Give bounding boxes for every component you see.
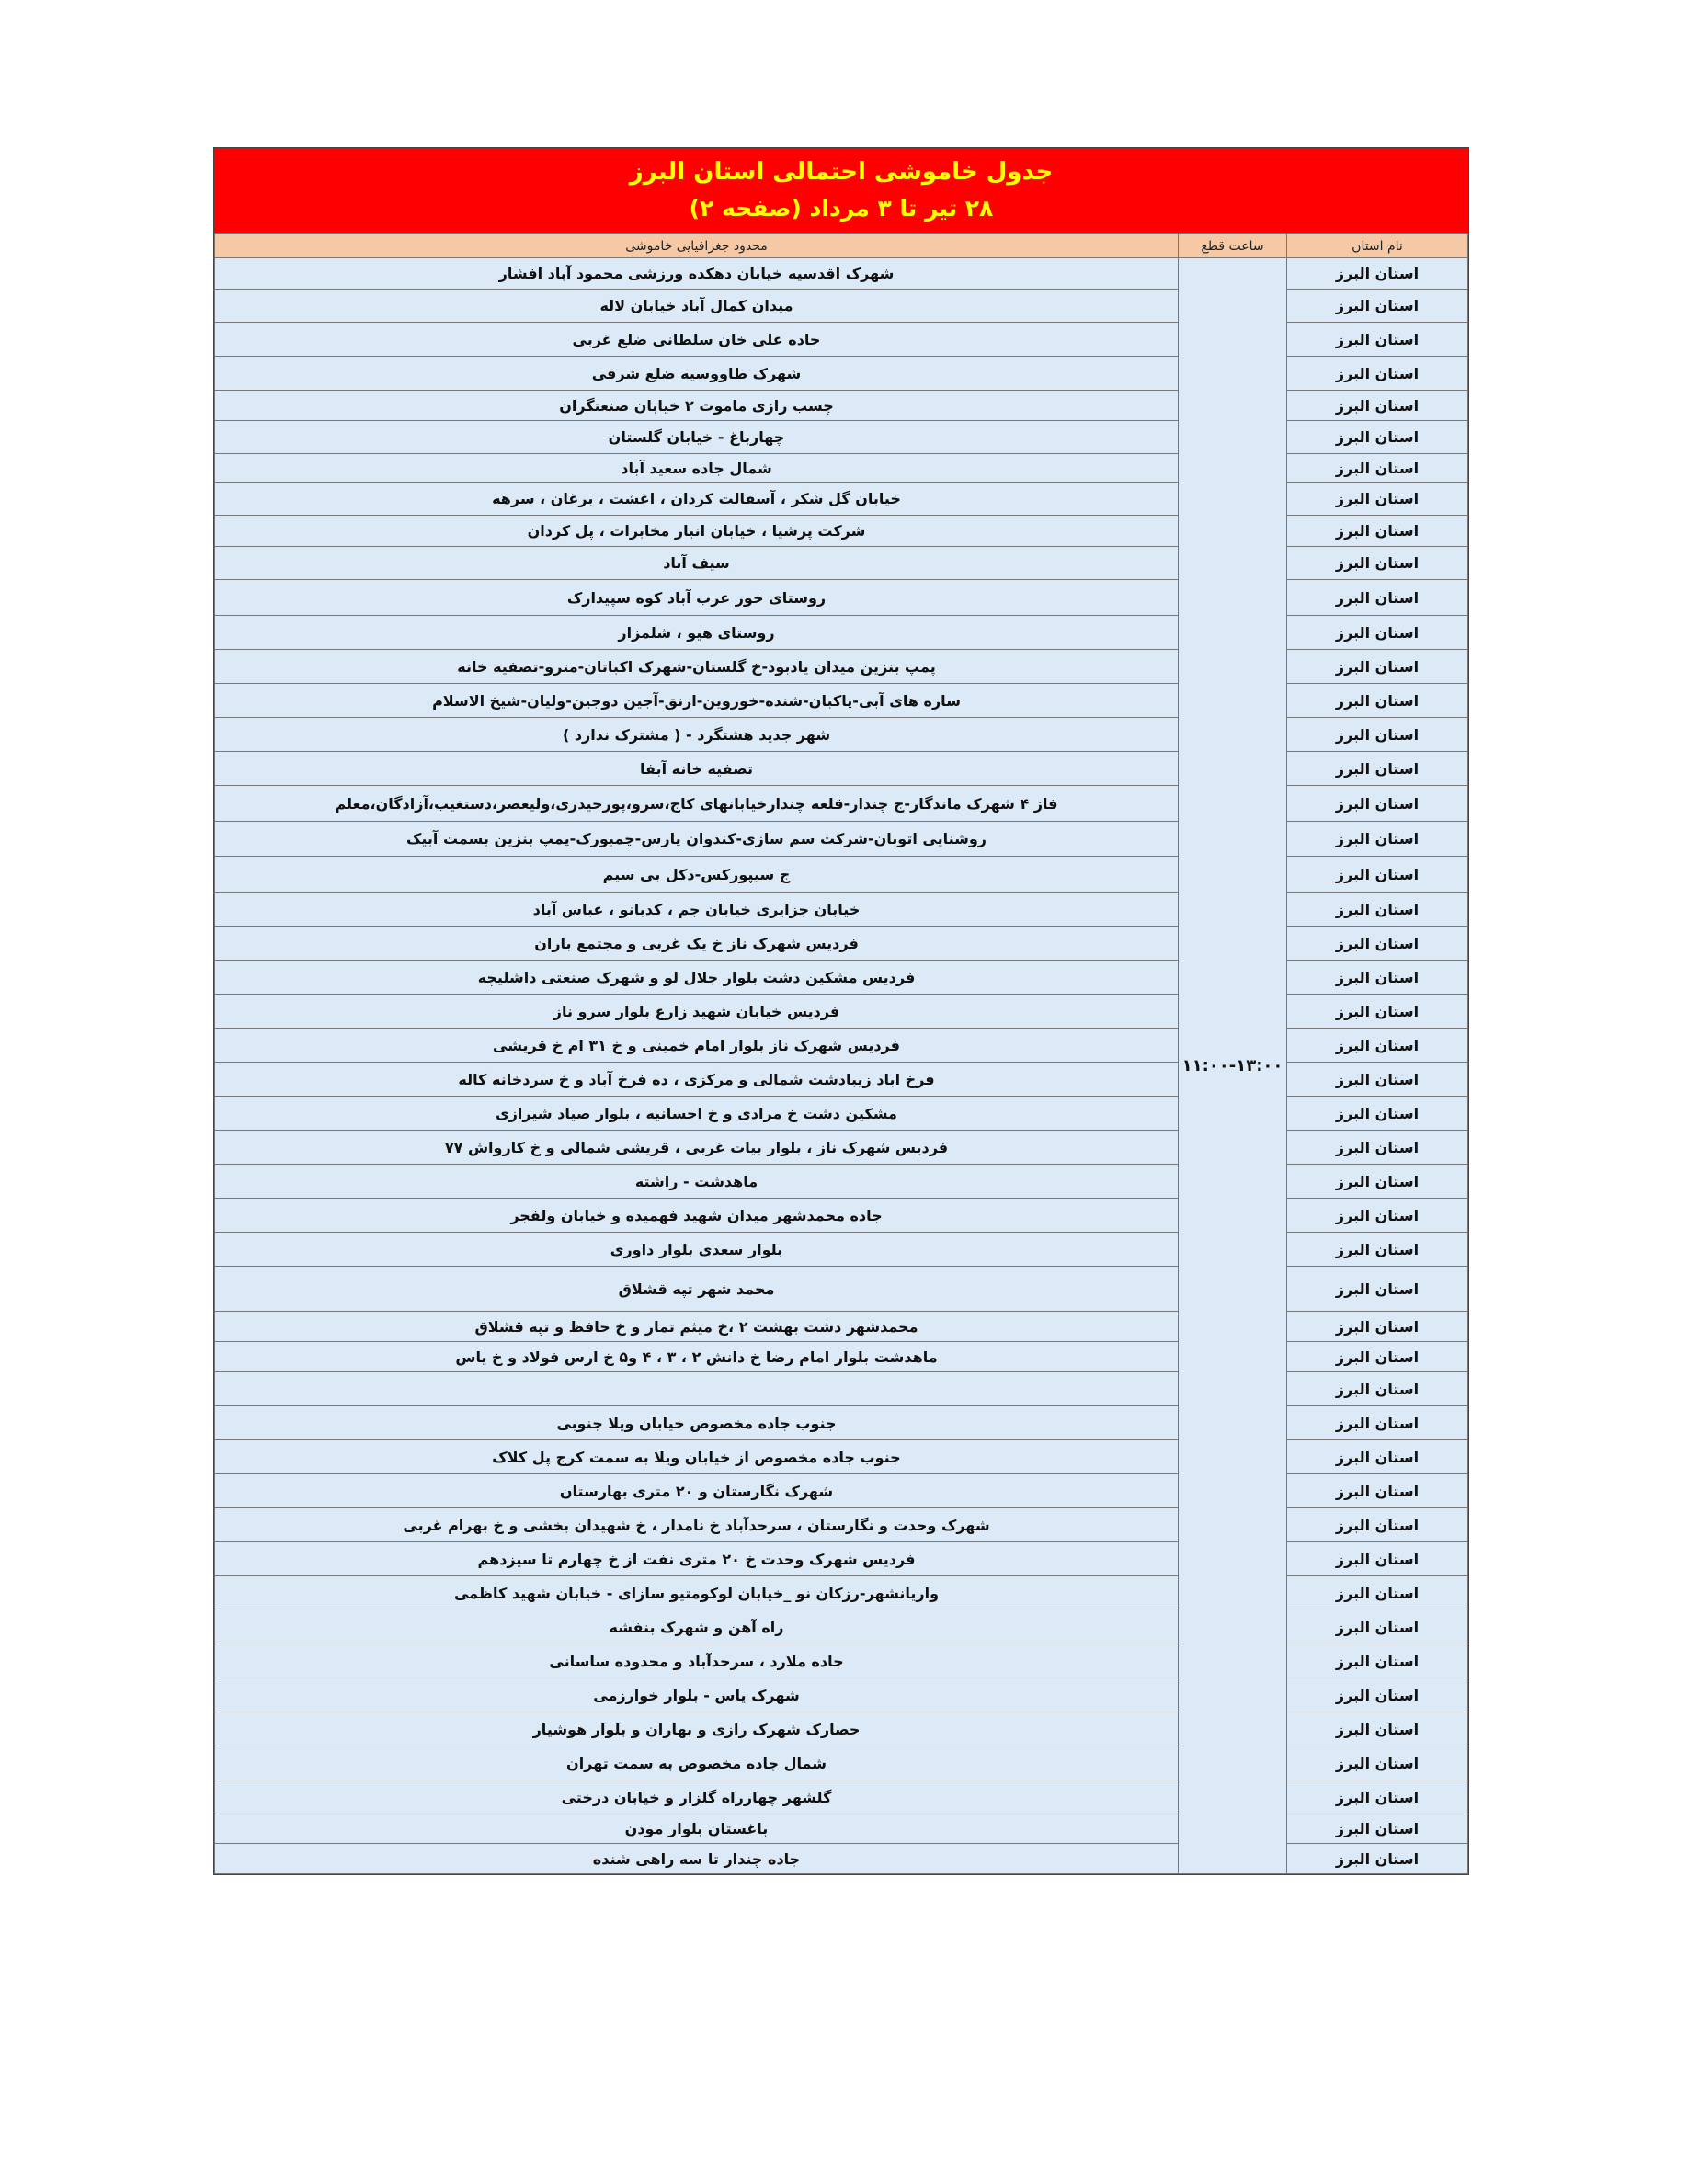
province-cell: استان البرز [1287,961,1468,995]
outage-table-sheet [213,147,1469,1875]
area-cell: ماهدشت - راشته [215,1165,1179,1199]
province-cell: استان البرز [1287,290,1468,323]
area-cell: شهر جدید هشتگرد - ( مشترک ندارد ) [215,718,1179,752]
area-cell: جاده چندار تا سه راهی شنده [215,1844,1179,1874]
area-cell: فرخ اباد زیبادشت شمالی و مرکزی ، ده فرخ آباد و خ سردخانه کاله [215,1063,1179,1097]
province-cell: استان البرز [1287,1199,1468,1233]
province-cell: استان البرز [1287,323,1468,357]
province-cell: استان البرز [1287,357,1468,391]
outage-time-cell: ۱۱:۰۰-۱۳:۰۰ [1179,258,1287,1874]
area-cell: روستای خور عرب آباد کوه سپیدارک [215,580,1179,616]
area-cell: شمال جاده مخصوص به سمت تهران [215,1746,1179,1780]
area-cell: شهرک طاووسیه ضلع شرقی [215,357,1179,391]
area-cell: خیابان گل شکر ، آسفالت کردان ، اغشت ، برغان ، سرهه [215,483,1179,516]
area-cell: راه آهن و شهرک بنفشه [215,1610,1179,1644]
area-cell: باغستان بلوار موذن [215,1814,1179,1844]
title-band [214,148,1468,233]
province-cell: استان البرز [1287,995,1468,1029]
province-cell: استان البرز [1287,857,1468,893]
table-title: جدول خاموشی احتمالی استان البرز [629,158,1054,186]
area-cell: سیف آباد [215,547,1179,580]
area-cell: فردیس شهرک ناز بلوار امام خمینی و خ ۳۱ ام خ قریشی [215,1029,1179,1063]
province-cell: استان البرز [1287,483,1468,516]
province-cell: استان البرز [1287,421,1468,454]
province-cell: استان البرز [1287,718,1468,752]
area-cell: فردیس مشکین دشت بلوار جلال لو و شهرک صنعتی داشلیچه [215,961,1179,995]
outage-table [214,233,1468,1874]
province-cell: استان البرز [1287,1312,1468,1342]
header-row [215,234,1468,258]
area-cell: فاز ۴ شهرک ماندگار-ج چندار-قلعه چندارخیابانهای کاج،سرو،پورحیدری،ولیعصر،دستغیب،آزادگان،معلم [215,786,1179,822]
area-cell: چهارباغ - خیابان گلستان [215,421,1179,454]
area-cell: ج سیپورکس-دکل بی سیم [215,857,1179,893]
province-cell: استان البرز [1287,1712,1468,1746]
province-cell: استان البرز [1287,1165,1468,1199]
province-cell: استان البرز [1287,752,1468,786]
province-cell: استان البرز [1287,1131,1468,1165]
province-cell: استان البرز [1287,1746,1468,1780]
area-cell: شهرک وحدت و نگارستان ، سرحدآباد خ نامدار ، خ شهیدان بخشی و خ بهرام غربی [215,1508,1179,1542]
province-cell: استان البرز [1287,1440,1468,1474]
area-cell: چسب رازی ماموت ۲ خیابان صنعتگران [215,391,1179,421]
province-cell: استان البرز [1287,580,1468,616]
province-cell: استان البرز [1287,1267,1468,1312]
header-area: محدود جغرافیایی خاموشی [215,234,1179,258]
province-cell: استان البرز [1287,258,1468,290]
province-cell: استان البرز [1287,1644,1468,1678]
area-cell: مشکین دشت خ مرادی و خ احسانیه ، بلوار صیاد شیرازی [215,1097,1179,1131]
area-cell: شهرک نگارستان و ۲۰ متری بهارستان [215,1474,1179,1508]
province-cell: استان البرز [1287,1029,1468,1063]
area-cell: میدان کمال آباد خیابان لاله [215,290,1179,323]
area-cell: شمال جاده سعید آباد [215,454,1179,483]
area-cell: محمدشهر دشت بهشت ۲ ،خ میثم تمار و خ حافظ و تپه قشلاق [215,1312,1179,1342]
area-cell: روشنایی اتوبان-شرکت سم سازی-کندوان پارس-چمبورک-پمپ بنزین بسمت آبیک [215,822,1179,857]
province-cell: استان البرز [1287,786,1468,822]
header-time: ساعت قطع [1179,234,1287,258]
province-cell: استان البرز [1287,1508,1468,1542]
area-cell: فردیس شهرک وحدت خ ۲۰ متری نفت از خ چهارم تا سیزدهم [215,1542,1179,1576]
province-cell: استان البرز [1287,1406,1468,1440]
province-cell: استان البرز [1287,454,1468,483]
area-cell: جاده ملارد ، سرحدآباد و محدوده ساسانی [215,1644,1179,1678]
area-cell: جنوب جاده مخصوص از خیابان ویلا به سمت کرج پل کلاک [215,1440,1179,1474]
table-subtitle: ۲۸ تیر تا ۳ مرداد (صفحه ۲) [689,195,994,222]
province-cell: استان البرز [1287,1844,1468,1874]
area-cell: روستای هیو ، شلمزار [215,616,1179,650]
area-cell: ماهدشت بلوار امام رضا خ دانش ۲ ، ۳ ، ۴ و۵ خ ارس فولاد و خ یاس [215,1342,1179,1372]
area-cell: فردیس شهرک ناز خ یک غربی و مجتمع باران [215,927,1179,961]
area-cell: واریانشهر-رزکان نو _خیابان لوکومتیو سازای - خیابان شهید کاظمی [215,1576,1179,1610]
table-body [215,258,1468,1874]
area-cell: حصارک شهرک رازی و بهاران و بلوار هوشیار [215,1712,1179,1746]
province-cell: استان البرز [1287,1063,1468,1097]
area-cell: شرکت پرشیا ، خیابان انبار مخابرات ، پل کردان [215,516,1179,547]
province-cell: استان البرز [1287,516,1468,547]
province-cell: استان البرز [1287,650,1468,684]
area-cell: شهرک یاس - بلوار خوارزمی [215,1678,1179,1712]
area-cell: سازه های آبی-پاکبان-شنده-خوروین-ازنق-آجین دوجین-ولیان-شیخ الاسلام [215,684,1179,718]
area-cell: پمپ بنزین میدان یادبود-خ گلستان-شهرک اکباتان-مترو-تصفیه خانه [215,650,1179,684]
province-cell: استان البرز [1287,1814,1468,1844]
province-cell: استان البرز [1287,1780,1468,1814]
province-cell: استان البرز [1287,822,1468,857]
province-cell: استان البرز [1287,1678,1468,1712]
area-cell: جاده محمدشهر میدان شهید فهمیده و خیابان ولفجر [215,1199,1179,1233]
table-row [215,258,1468,290]
header-province: نام استان [1287,234,1468,258]
province-cell: استان البرز [1287,1576,1468,1610]
province-cell: استان البرز [1287,1542,1468,1576]
area-cell: جنوب جاده مخصوص خیابان ویلا جنوبی [215,1406,1179,1440]
area-cell: بلوار سعدی بلوار داوری [215,1233,1179,1267]
area-cell: خیابان جزایری خیابان جم ، کدبانو ، عباس آباد [215,893,1179,927]
province-cell: استان البرز [1287,1097,1468,1131]
area-cell [215,1372,1179,1406]
area-cell: جاده علی خان سلطانی ضلع غربی [215,323,1179,357]
province-cell: استان البرز [1287,927,1468,961]
province-cell: استان البرز [1287,1233,1468,1267]
area-cell: فردیس خیابان شهید زارع بلوار سرو ناز [215,995,1179,1029]
province-cell: استان البرز [1287,547,1468,580]
area-cell: گلشهر چهارراه گلزار و خیابان درختی [215,1780,1179,1814]
province-cell: استان البرز [1287,391,1468,421]
province-cell: استان البرز [1287,684,1468,718]
area-cell: شهرک اقدسیه خیابان دهکده ورزشی محمود آباد افشار [215,258,1179,290]
area-cell: فردیس شهرک ناز ، بلوار بیات غربی ، قریشی شمالی و خ کارواش ۷۷ [215,1131,1179,1165]
province-cell: استان البرز [1287,893,1468,927]
province-cell: استان البرز [1287,616,1468,650]
area-cell: تصفیه خانه آبفا [215,752,1179,786]
province-cell: استان البرز [1287,1474,1468,1508]
province-cell: استان البرز [1287,1372,1468,1406]
province-cell: استان البرز [1287,1610,1468,1644]
area-cell: محمد شهر تپه قشلاق [215,1267,1179,1312]
province-cell: استان البرز [1287,1342,1468,1372]
